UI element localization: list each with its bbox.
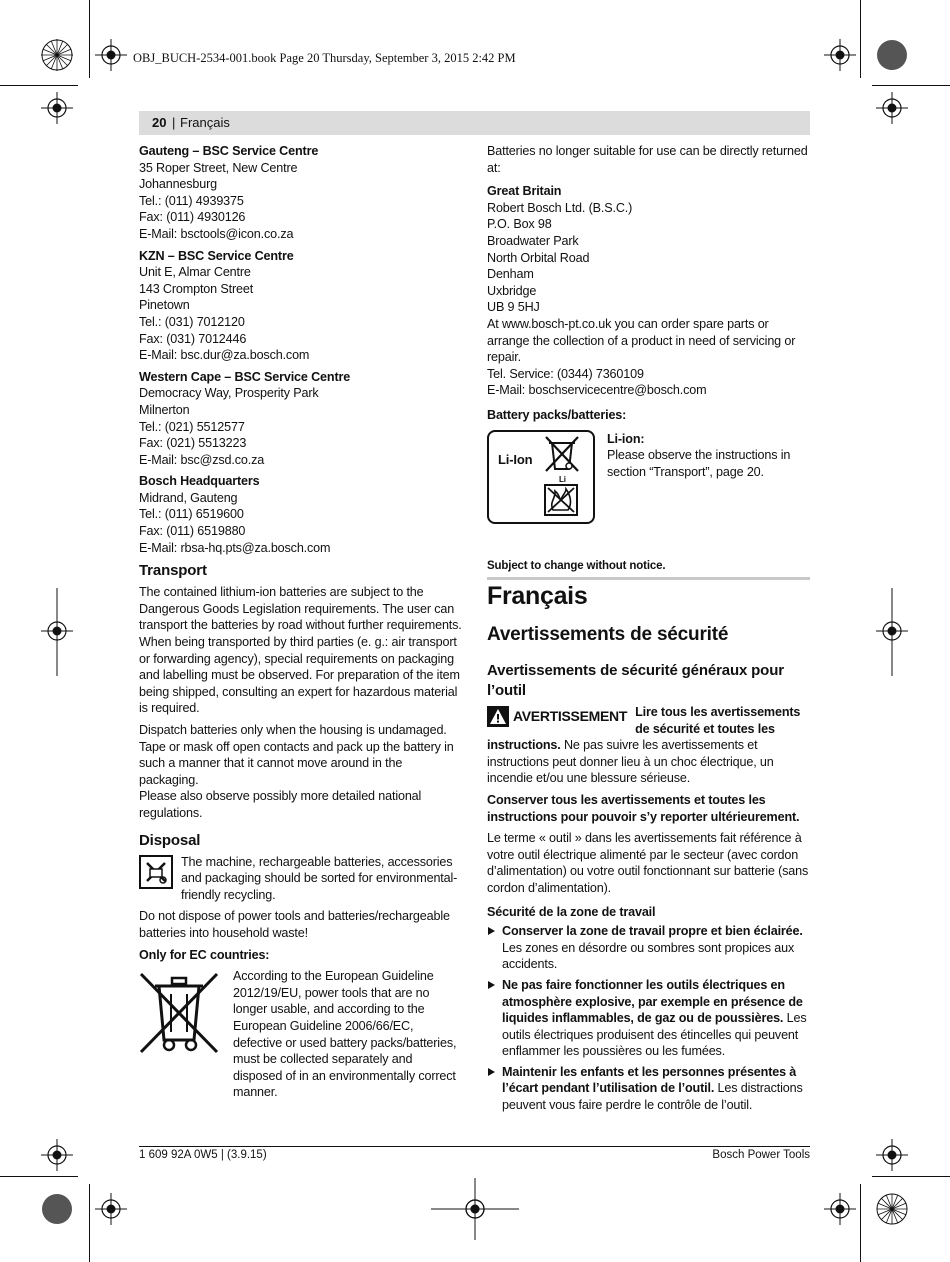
gb-line: North Orbital Road xyxy=(487,250,590,265)
centre-line: Pinetown xyxy=(139,298,190,313)
book-header: OBJ_BUCH-2534-001.book Page 20 Thursday, September 3, 2015 2:42 PM xyxy=(133,51,516,65)
liion-text: Please observe the instructions in section “Transport”, page 20. xyxy=(607,448,791,479)
warning-label: AVERTISSEMENT xyxy=(513,708,628,725)
centre-western-cape xyxy=(139,369,464,469)
page-number: 20 xyxy=(152,115,167,130)
gb-line: UB 9 5HJ xyxy=(487,300,540,315)
disposal-paragraph: The machine, rechargeable batteries, accessories and packaging should be sorted for environmental-friendly recycling. xyxy=(181,854,458,902)
change-notice: Subject to change without notice. xyxy=(487,559,666,572)
safety-bullet xyxy=(487,977,810,1060)
header-language: Français xyxy=(180,115,230,130)
transport-paragraph: When being transported by third parties (e. g.: air transport or forwarding agency), special requirements on packaging and labelling must be observed. For preparation of the item being shipped, consulting an expert for hazardous material is required. xyxy=(139,635,460,716)
li-small-label: Li xyxy=(559,474,566,484)
gb-title: Great Britain xyxy=(487,184,562,199)
page-header xyxy=(139,111,810,135)
bullet-arrow-icon xyxy=(488,981,495,989)
centre-line: Tel.: (031) 7012120 xyxy=(139,314,245,329)
liion-info xyxy=(607,430,810,524)
centre-line: Fax: (011) 6519880 xyxy=(139,524,246,539)
left-column xyxy=(139,143,464,1101)
keep-instructions: Conserver tous les avertissements et toutes les instructions pour pouvoir s’y reporter ultérieurement. xyxy=(487,792,800,824)
centre-line: 143 Crompton Street xyxy=(139,281,254,296)
warning-bold-text: Lire tous les avertissements de sécurité et toutes les instructions. xyxy=(487,705,801,753)
centre-line: Tel.: (021) 5512577 xyxy=(139,419,245,434)
transport-paragraph: Please also observe possibly more detailed national regulations. xyxy=(139,789,422,820)
centre-line: Milnerton xyxy=(139,402,190,417)
ec-block xyxy=(139,968,464,1101)
centre-gauteng xyxy=(139,143,464,243)
return-intro: Batteries no longer suitable for use can be directly returned at: xyxy=(487,144,808,175)
centre-line: Fax: (011) 4930126 xyxy=(139,210,246,225)
term-definition: Le terme « outil » dans les avertissements fait référence à votre outil électrique alimenté par le secteur (avec cordon d’alimentation) ou votre outil fonctionnant sur batterie (sans cordon d’alimentation). xyxy=(487,831,809,895)
work-area-heading: Sécurité de la zone de travail xyxy=(487,904,656,919)
centre-line: Democracy Way, Prosperity Park xyxy=(139,386,319,401)
bullet-arrow-icon xyxy=(488,927,495,935)
warning-block xyxy=(487,704,810,787)
transport-paragraph: Dispatch batteries only when the housing is undamaged. Tape or mask off open contacts and pack up the battery in such a manner that it cannot move around in the packaging. xyxy=(139,723,454,787)
centre-line: E-Mail: bsctools@icon.co.za xyxy=(139,226,294,241)
gb-line: Broadwater Park xyxy=(487,233,579,248)
bullet-text: Les zones en désordre ou sombres sont propices aux accidents. xyxy=(502,940,795,972)
french-subheading: Avertissements de sécurité généraux pour l’outil xyxy=(487,662,784,699)
header-separator: | xyxy=(172,115,176,130)
liion-label: Li-Ion xyxy=(498,451,533,467)
centre-line: 35 Roper Street, New Centre xyxy=(139,160,298,175)
disposal-block xyxy=(139,854,464,904)
bullet-arrow-icon xyxy=(488,1068,495,1076)
transport-paragraph: The contained lithium-ion batteries are subject to the Dangerous Goods Legislation requirements. The user can transport the batteries by road without further requirements. xyxy=(139,585,462,633)
gb-order: At www.bosch-pt.co.uk you can order spare parts or arrange the collection of a product in need of servicing or repair. xyxy=(487,316,796,365)
footer-doc-number: 1 609 92A 0W5 | (3.9.15) xyxy=(139,1149,267,1161)
section-rule xyxy=(487,577,810,580)
footer-rule xyxy=(139,1146,810,1147)
bullet-text: Les outils électriques produisent des étincelles qui peuvent enflammer les poussières ou les fumées. xyxy=(502,1011,807,1059)
centre-line: Tel.: (011) 4939375 xyxy=(139,193,244,208)
centre-title: Bosch Headquarters xyxy=(139,474,260,489)
bullet-text: Les distractions peuvent vous faire perdre le contrôle de l’outil. xyxy=(502,1081,803,1113)
centre-line: Midrand, Gauteng xyxy=(139,490,238,505)
warning-text: Ne pas suivre les avertissements et instructions peut donner lieu à un choc électrique, un incendie et/ou une blessure sérieuse. xyxy=(487,738,774,786)
centre-title: Western Cape – BSC Service Centre xyxy=(139,369,351,384)
centre-line: Fax: (031) 7012446 xyxy=(139,331,247,346)
centre-line: E-Mail: rbsa-hq.pts@za.bosch.com xyxy=(139,540,331,555)
disposal-heading: Disposal xyxy=(139,831,201,849)
battery-heading: Battery packs/batteries: xyxy=(487,407,627,422)
bullet-bold-text: Maintenir les enfants et les personnes présentes à l’écart pendant l’utilisation de l’outil. xyxy=(502,1064,797,1096)
bullet-bold-text: Conserver la zone de travail propre et bien éclairée. xyxy=(502,924,803,939)
centre-headquarters xyxy=(139,473,464,556)
recycling-sort-icon xyxy=(139,855,173,889)
ec-paragraph: According to the European Guideline 2012/19/EU, power tools that are no longer usable, and according to the European Guideline 2006/66/EC, defective or used battery packs/batteries, must be collected separately and disposed of in an environmentally correct manner. xyxy=(233,969,457,1100)
liion-heading: Li-ion: xyxy=(607,431,645,446)
french-section xyxy=(487,581,810,1118)
liion-symbol-box xyxy=(487,430,595,524)
safety-bullet xyxy=(487,923,810,973)
battery-block xyxy=(487,430,810,524)
centre-line: E-Mail: bsc.dur@za.bosch.com xyxy=(139,348,310,363)
gb-email: E-Mail: boschservicecentre@bosch.com xyxy=(487,383,707,398)
gb-line: Robert Bosch Ltd. (B.S.C.) xyxy=(487,200,633,215)
transport-heading: Transport xyxy=(139,562,207,580)
footer-brand: Bosch Power Tools xyxy=(712,1149,810,1161)
right-column xyxy=(487,143,810,574)
gb-tel: Tel. Service: (0344) 7360109 xyxy=(487,366,644,381)
french-title: Français xyxy=(487,582,588,610)
disposal-paragraph: Do not dispose of power tools and batteries/rechargeable batteries into household waste! xyxy=(139,909,450,940)
centre-title: Gauteng – BSC Service Centre xyxy=(139,144,319,158)
french-heading: Avertissements de sécurité xyxy=(487,624,729,645)
crossed-bin-icon xyxy=(139,970,219,1056)
centre-line: Unit E, Almar Centre xyxy=(139,265,251,280)
gb-line: Uxbridge xyxy=(487,283,537,298)
centre-line: Johannesburg xyxy=(139,177,218,192)
fire-hazard-icon xyxy=(544,484,578,516)
battery-bin-icon xyxy=(543,435,581,473)
ec-heading: Only for EC countries: xyxy=(139,947,270,962)
gb-line: P.O. Box 98 xyxy=(487,217,552,232)
centre-kzn xyxy=(139,248,464,364)
warning-triangle-icon xyxy=(487,706,509,727)
centre-line: E-Mail: bsc@zsd.co.za xyxy=(139,452,265,467)
gb-line: Denham xyxy=(487,267,534,282)
centre-line: Fax: (021) 5513223 xyxy=(139,436,247,451)
centre-line: Tel.: (011) 6519600 xyxy=(139,507,244,522)
bullet-bold-text: Ne pas faire fonctionner les outils électriques en atmosphère explosive, par exemple en présence de liquides inflammables, de gaz ou de poussières. xyxy=(502,977,803,1026)
warning-badge xyxy=(487,706,627,727)
safety-bullet xyxy=(487,1064,810,1114)
centre-title: KZN – BSC Service Centre xyxy=(139,248,294,263)
